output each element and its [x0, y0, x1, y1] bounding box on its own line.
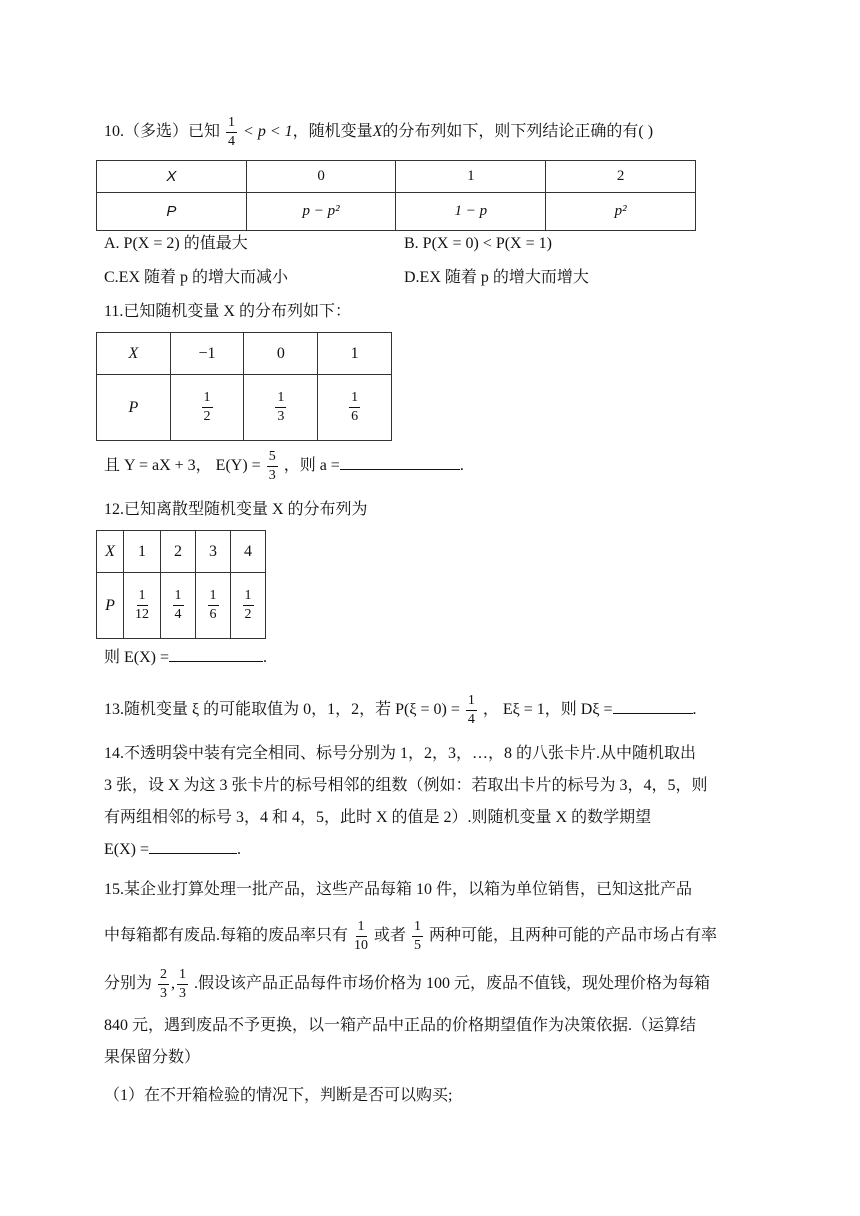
fraction: [275, 391, 286, 424]
fraction: [202, 391, 213, 424]
fraction-denominator: 6: [209, 607, 217, 622]
fraction-numerator: 1: [275, 391, 286, 408]
stem-text: 中每箱都有废品.每箱的废品率只有: [104, 927, 349, 945]
stem-text: 或者: [374, 927, 407, 945]
stem-text: E(X) =: [104, 841, 150, 858]
option-a: A. P(X = 2) 的值最大: [104, 235, 248, 252]
q15-line-1: 15.某企业打算处理一批产品，这些产品每箱 10 件，以箱为单位销售，已知这批产品: [104, 881, 693, 898]
q11-condition: [104, 450, 464, 483]
fraction-numerator: 1: [466, 694, 477, 711]
table-cell: 0: [244, 333, 318, 375]
answer-blank[interactable]: [613, 713, 693, 714]
table-cell: X: [97, 333, 171, 375]
fraction-numerator: 5: [267, 450, 278, 467]
fraction-numerator: 1: [356, 920, 367, 937]
stem-text: .: [263, 649, 268, 666]
fraction: [173, 589, 184, 622]
stem-text: 分别为: [104, 975, 153, 993]
option-b: B. P(X = 0) < P(X = 1): [404, 235, 552, 252]
fraction-numerator: 1: [173, 589, 184, 606]
fraction-denominator: 2: [244, 607, 252, 622]
fraction: [267, 450, 278, 483]
q13-stem: [104, 694, 697, 727]
stem-text: 两种可能，且两种可能的产品市场占有率: [429, 927, 718, 945]
stem-text: .假设该产品正品每件市场价格为 100 元，废品不值钱，现处理价格为每箱: [194, 975, 711, 993]
table-cell: P: [97, 573, 124, 639]
fraction: [226, 116, 237, 149]
fraction: [466, 694, 477, 727]
q15-subquestion-1: （1）在不开箱检验的情况下，判断是否可以购买;: [104, 1087, 453, 1104]
fraction: [354, 920, 368, 953]
table-cell: 0: [246, 161, 396, 193]
fraction-denominator: 3: [277, 409, 285, 424]
fraction: [208, 589, 219, 622]
table-cell: 1: [318, 333, 392, 375]
fraction-denominator: 6: [351, 409, 359, 424]
condition-text: < p < 1: [243, 123, 293, 141]
fraction-denominator: 5: [414, 938, 422, 953]
q14-line-4: [104, 838, 241, 862]
fraction-denominator: 4: [174, 607, 182, 622]
table-cell: p − p²: [246, 193, 396, 231]
table-cell: X: [97, 161, 247, 193]
table-cell: −1: [170, 333, 244, 375]
fraction-denominator: 2: [203, 409, 211, 424]
q11-stem: 11.已知随机变量 X 的分布列如下：: [104, 303, 351, 320]
fraction: [243, 589, 254, 622]
answer-blank[interactable]: [340, 469, 460, 470]
distribution-table-q10: [96, 160, 696, 231]
option-d: D.EX 随着 p 的增大而增大: [404, 269, 589, 286]
q12-stem: 12.已知离散型随机变量 X 的分布列为: [104, 501, 368, 518]
stem-text: ,: [171, 975, 176, 993]
fraction-denominator: 3: [160, 986, 168, 1001]
fraction-numerator: 2: [158, 968, 169, 985]
stem-text: ，随机变量: [292, 123, 373, 141]
fraction-numerator: 1: [412, 920, 423, 937]
table-cell: 4: [231, 531, 266, 573]
table-cell: P: [97, 375, 171, 441]
fraction-numerator: 1: [226, 116, 237, 133]
fraction-denominator: 3: [179, 986, 187, 1001]
fraction: [177, 968, 188, 1001]
q12-ask: [104, 646, 267, 670]
fraction-denominator: 3: [268, 468, 276, 483]
fraction: [135, 589, 149, 622]
q15-line-3: [104, 968, 710, 1001]
q15-line-5: 果保留分数）: [104, 1049, 201, 1066]
answer-blank[interactable]: [149, 853, 237, 854]
table-cell: [244, 375, 318, 441]
stem-text: .: [692, 701, 697, 719]
stem-text: 已知: [188, 123, 221, 141]
fraction: [412, 920, 423, 953]
table-cell: [318, 375, 392, 441]
q10-stem: [104, 116, 653, 149]
stem-text: .: [237, 841, 242, 858]
q15-line-2: [104, 920, 717, 953]
fraction-numerator: 1: [177, 968, 188, 985]
distribution-table-q11: [96, 332, 392, 441]
variable: X: [372, 123, 383, 141]
table-cell: 1 − p: [396, 193, 546, 231]
fraction-denominator: 4: [467, 712, 475, 727]
q14-line-2: 3 张，设 X 为这 3 张卡片的标号相邻的组数（例如：若取出卡片的标号为 3，4，5，则: [104, 777, 708, 794]
table-cell: [124, 573, 161, 639]
table-cell: [161, 573, 196, 639]
table-cell: X: [97, 531, 124, 573]
stem-text: .: [459, 457, 464, 475]
table-cell: 2: [546, 161, 696, 193]
q14-line-3: 有两组相邻的标号 3，4 和 4，5，此时 X 的值是 2）.则随机变量 X 的数学期望: [104, 809, 652, 826]
table-cell: 3: [196, 531, 231, 573]
fraction-numerator: 1: [202, 391, 213, 408]
fraction-denominator: 4: [228, 134, 236, 149]
table-cell: 1: [396, 161, 546, 193]
table-cell: 1: [124, 531, 161, 573]
table-cell: 2: [161, 531, 196, 573]
stem-text: 的分布列如下，则下列结论正确的有( ): [382, 123, 654, 141]
fraction: [158, 968, 169, 1001]
question-number: 10.: [104, 123, 124, 141]
table-cell: P: [97, 193, 247, 231]
q14-line-1: 14.不透明袋中装有完全相同、标号分别为 1，2，3，…，8 的八张卡片.从中随机取出: [104, 745, 697, 762]
fraction: [349, 391, 360, 424]
table-cell: [170, 375, 244, 441]
stem-text: 且 Y = aX + 3， E(Y) =: [104, 457, 261, 475]
fraction-numerator: 1: [243, 589, 254, 606]
question-tag: （多选）: [124, 123, 189, 141]
stem-text: ，则 a =: [283, 457, 340, 475]
stem-text: ， Eξ = 1，则 Dξ =: [482, 701, 613, 719]
fraction-numerator: 1: [137, 589, 148, 606]
fraction-numerator: 1: [208, 589, 219, 606]
option-c: C.EX 随着 p 的增大而减小: [104, 269, 289, 286]
fraction-denominator: 10: [354, 938, 369, 953]
stem-text: 则 E(X) =: [104, 649, 170, 666]
answer-blank[interactable]: [169, 661, 263, 662]
fraction-numerator: 1: [349, 391, 360, 408]
q15-line-4: 840 元，遇到废品不予更换，以一箱产品中正品的价格期望值作为决策依据.（运算结: [104, 1017, 697, 1034]
fraction-denominator: 12: [135, 607, 149, 622]
table-cell: [231, 573, 266, 639]
distribution-table-q12: [96, 530, 266, 639]
stem-text: 13.随机变量 ξ 的可能取值为 0，1，2，若 P(ξ = 0) =: [104, 701, 460, 719]
table-cell: p²: [546, 193, 696, 231]
table-cell: [196, 573, 231, 639]
